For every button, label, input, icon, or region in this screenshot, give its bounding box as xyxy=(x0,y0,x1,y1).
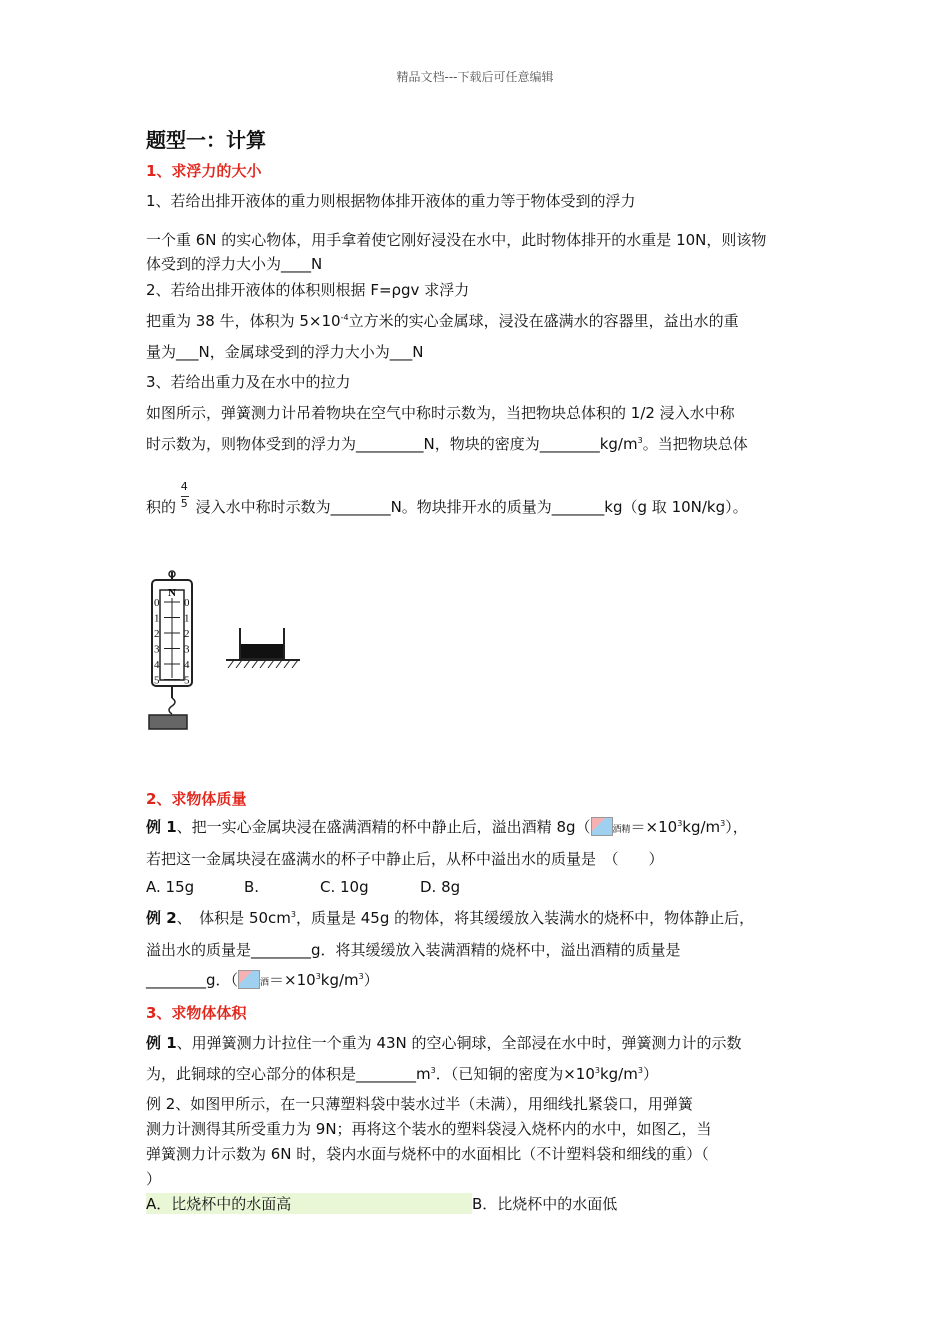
text-line: 例 1、把一实心金属块浸在盛满酒精的杯中静止后，溢出酒精 8g（ 酒精$=\times 10^3kg/m^3$）， xyxy=(146,818,748,836)
text-line: 时示数为，则物体受到的浮力为_________N，物块的密度为$\_\_\_\_\_\_\_\_kg/m^3$。当把物块总体 xyxy=(146,435,748,453)
beaker xyxy=(226,628,300,660)
option-b: B．比烧杯中的水面低 xyxy=(472,1195,618,1213)
text-line: 量为___N，金属球受到的浮力大小为___N xyxy=(146,343,424,361)
text-line: 积的 $\frac{4}{5}$ 浸入水中称时示数为________N。物块排开水的质量为_______kg（g 取 10N/kg）。 xyxy=(146,480,748,516)
text-line: 例 2、如图甲所示，在一只薄塑料袋中装水过半（未满），用细线扎紧袋口，用弹簧 xyxy=(146,1095,693,1113)
section-heading-1: 1、求浮力的大小 xyxy=(146,162,262,180)
text-line: 如图所示，弹簧测力计吊着物块在空气中称时示数为，当把物块总体积的 1/2 浸入水中称 xyxy=(146,404,735,422)
rho-image-icon xyxy=(238,970,260,989)
scale-tick-label: 3 xyxy=(154,643,160,656)
text-line: 弹簧测力计示数为 6N 时，袋内水面与烧杯中的水面相比（不计塑料袋和细线的重）（ xyxy=(146,1145,709,1163)
section-heading-3: 3、求物体体积 xyxy=(146,1004,247,1022)
scale-tick-label: 1 xyxy=(154,612,160,625)
scale-tick-label: 5 xyxy=(154,674,160,687)
page-title: 题型一：计算 xyxy=(146,128,266,152)
text-line: 1、若给出排开液体的重力则根据物体排开液体的重力等于物体受到的浮力 xyxy=(146,192,636,210)
text-line: 2、若给出排开液体的体积则根据 F=ρgv 求浮力 xyxy=(146,281,470,299)
scale-tick-label: 5 xyxy=(184,674,190,687)
text-line: 一个重 6N 的实心物体，用手拿着使它刚好浸没在水中，此时物体排开的水重是 10N，则该物 xyxy=(146,231,767,249)
text-line: 体受到的浮力大小为____N xyxy=(146,255,323,273)
ground-hatch xyxy=(228,660,298,668)
option-b: B. xyxy=(244,878,260,896)
scale-tick-label: 4 xyxy=(184,659,190,671)
text-line: 把重为 38 牛，体积为 $5\times 10^{-4}$立方米的实心金属球，浸没在盛满水的容器里，益出水的重 xyxy=(146,312,739,330)
scale-unit: N xyxy=(168,587,176,599)
scale-tick-label: 3 xyxy=(184,643,190,656)
text-line: 例 2、 体积是 $50cm^3$，质量是 45g 的物体，将其缓缓放入装满水的烧杯中，物体静止后， xyxy=(146,909,755,927)
text-line: ） xyxy=(146,1170,162,1188)
text-line: 溢出水的质量是________g．将其缓缓放入装满酒精的烧杯中，溢出酒精的质量是 xyxy=(146,941,681,959)
option-a: A．比烧杯中的水面高 xyxy=(146,1193,472,1214)
spring-scale-figure xyxy=(140,570,320,740)
option-c: C. 10g xyxy=(320,878,369,896)
fraction: $\frac{4}{5}$ xyxy=(180,480,188,510)
scale-tick-label: 2 xyxy=(154,628,160,640)
section-heading-2: 2、求物体质量 xyxy=(146,790,247,808)
option-a: A. 15g xyxy=(146,878,195,896)
scale-tick-label: 1 xyxy=(184,612,190,625)
text-line: 若把这一金属块浸在盛满水的杯子中静止后，从杯中溢出水的质量是 （ ） xyxy=(146,850,664,868)
scale-tick-label: 0 xyxy=(154,597,160,609)
text-line: 测力计测得其所受重力为 9N；再将这个装水的塑料袋浸入烧杯内的水中，如图乙，当 xyxy=(146,1120,712,1138)
text-line: 为，此铜球的空心部分的体积是$\_\_\_\_\_\_\_\_m^3$．（已知铜的密度为$\times 10^3kg/m^3$） xyxy=(146,1065,658,1083)
weight-block xyxy=(149,715,187,729)
text-line: 例 1、用弹簧测力计拉住一个重为 43N 的空心铜球，全部浸在水中时，弹簧测力计的示数 xyxy=(146,1034,742,1052)
page-header: 精品文档---下载后可任意编辑 xyxy=(396,70,554,84)
text-line: 3、若给出重力及在水中的拉力 xyxy=(146,373,351,391)
option-d: D. 8g xyxy=(420,878,461,896)
rho-image-icon xyxy=(591,817,613,836)
text-line: ________g．（ 酒$=\times 10^3kg/m^3$） xyxy=(146,971,379,989)
scale-tick-label: 0 xyxy=(184,597,190,609)
scale-tick-label: 4 xyxy=(154,659,160,671)
scale-tick-label: 2 xyxy=(184,628,190,640)
